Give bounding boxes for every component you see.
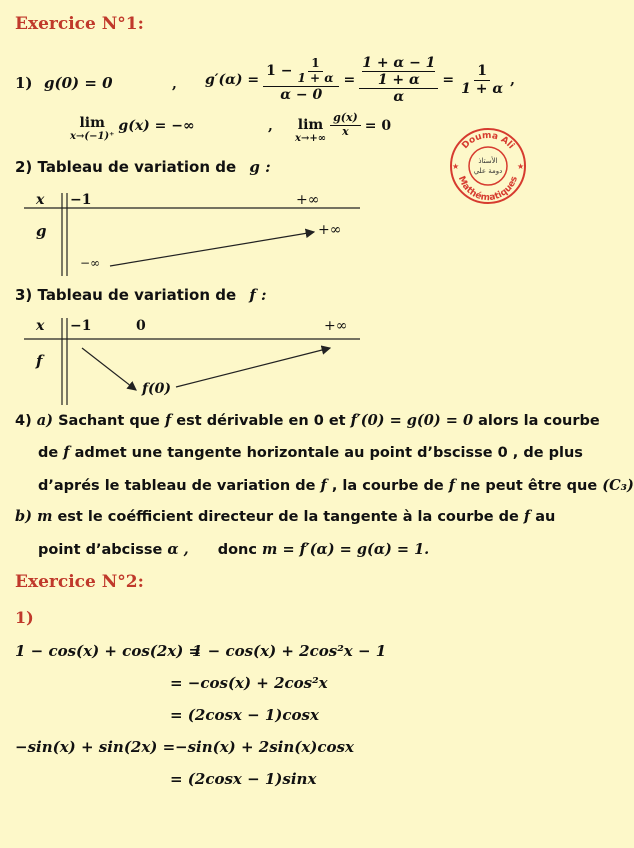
stamp-bottom-text: Mathématiques — [455, 174, 521, 204]
equals-1: = — [343, 72, 356, 88]
table-f-row-label: f — [36, 352, 43, 370]
exercise-1-title: Exercice N°1: — [15, 14, 144, 34]
ex2-line5-rhs: = (2cosx − 1)sinx — [170, 770, 317, 788]
inner-fraction-den: 1 + α — [297, 70, 334, 85]
limit-2-denominator: x — [342, 124, 349, 138]
table-f-value-min: f(0) — [142, 381, 172, 397]
fraction-3-denominator: 1 + α — [461, 80, 504, 97]
table-f-x-start: −1 — [70, 318, 92, 334]
table-f-decrease-arrow — [82, 348, 136, 390]
q1-number: 1) — [15, 74, 33, 92]
q4b-line1-post: au — [535, 509, 556, 525]
limit-2-subscript: x→+∞ — [295, 133, 327, 145]
ex2-line3-rhs: = (2cosx − 1)cosx — [170, 706, 319, 724]
fraction-2-top: 1 + α − 1 — [362, 54, 436, 71]
q3-function: f : — [249, 286, 267, 304]
limit-2-word: lim — [297, 117, 324, 133]
ex2-line2-rhs: = −cos(x) + 2cos²x — [170, 674, 328, 692]
q3-title-text: 3) Tableau de variation de — [15, 286, 237, 304]
q4a-label: a) — [36, 412, 54, 429]
limit-1-expression: g(x) = −∞ — [118, 118, 195, 134]
equals-2: = — [442, 72, 455, 88]
q4a-line3-f: f — [320, 477, 327, 494]
g-prime-label: g′(α) = — [205, 72, 260, 88]
fraction-1-denominator: α − 0 — [280, 86, 323, 103]
table-g-increase-arrow — [110, 232, 314, 266]
table-f-increase-arrow — [176, 348, 330, 387]
stamp-center-text-2: دومة علي — [473, 167, 503, 175]
separator-comma-3: , — [268, 118, 273, 134]
fraction-2-inner-den: 1 + α — [377, 71, 420, 88]
ex2-q1-label: 1) — [15, 608, 34, 627]
q4a-line-1: 4) a) Sachant que f est dérivable en 0 et f′(0) = g(0) = 0 alors la courbe — [15, 412, 600, 429]
q4b-line1-mid: est le coéfficient directeur de la tangente à la courbe de — [57, 509, 519, 525]
q4a-line1-pre: Sachant que — [58, 413, 160, 429]
table-f-x-label: x — [36, 318, 45, 334]
q3-title — [15, 286, 267, 304]
q4a-line-2 — [38, 444, 583, 461]
q4a-line1-f: f — [164, 412, 172, 429]
q4a-line3-mid: , la courbe de — [331, 478, 444, 494]
fraction-3-numerator: 1 — [474, 63, 490, 80]
fraction-1-one-minus: 1 − — [266, 63, 293, 80]
q4a-line1-math: f′(0) = g(0) = 0 — [350, 412, 474, 429]
table-g-value-top: +∞ — [318, 222, 342, 238]
limit-2-numerator: g(x) — [330, 112, 361, 126]
q4a-line-3 — [38, 477, 634, 494]
table-g-value-bottom: −∞ — [80, 256, 101, 270]
q2-function: g : — [249, 158, 271, 176]
table-f-x-end: +∞ — [324, 318, 348, 334]
q4a-line3-f2: f — [448, 477, 456, 494]
table-g-x-end: +∞ — [296, 192, 320, 208]
table-g-x-start: −1 — [70, 192, 92, 208]
stamp-center-text: الأستاذ — [478, 157, 498, 165]
separator-comma: , — [172, 76, 177, 92]
ex2-line1-rhs: 1 − cos(x) + 2cos²x − 1 — [192, 642, 387, 660]
fraction-2-denominator: α — [393, 89, 405, 106]
limit-2-rhs: = 0 — [364, 118, 392, 134]
limit-1-subscript: x→(−1)⁺ — [70, 131, 115, 143]
q4b-line2-math: m = f′(α) = g(α) = 1. — [262, 541, 430, 558]
q4b-line1-f: f — [523, 508, 531, 525]
separator-comma-2: , — [510, 72, 516, 88]
stamp-top-text: Douma Ali — [460, 130, 516, 152]
inner-fraction-num: 1 — [308, 57, 322, 72]
ex2-line4-rhs: −sin(x) + 2sin(x)cosx — [175, 738, 354, 756]
q4b-m: m — [37, 508, 53, 525]
ex2-line4-lhs: −sin(x) + sin(2x) = — [15, 738, 176, 756]
q4a-line1-post: alors la courbe — [478, 413, 600, 429]
exercise-2-title: Exercice N°2: — [15, 572, 144, 592]
q4a-line3-post: ne peut être que — [460, 478, 598, 494]
q4b-line-1 — [15, 508, 555, 525]
q4b-line2-mid: donc — [217, 542, 257, 558]
q2-title-text: 2) Tableau de variation de — [15, 158, 237, 176]
q4a-line2-f: f — [63, 444, 70, 461]
q4b-line-2 — [38, 541, 429, 558]
q4b-label: b) — [15, 508, 32, 525]
table-g-row-label: g — [36, 222, 47, 240]
q4a-line2-post: admet une tangente horizontale au point d’bscisse 0 , de plus — [74, 445, 583, 461]
q4a-line3-pre: d’aprés le tableau de variation de — [38, 478, 316, 494]
table-f-x-mid: 0 — [136, 318, 146, 334]
g-of-zero: g(0) = 0 — [44, 74, 113, 92]
q4a-line1-mid: est dérivable en 0 et — [176, 413, 346, 429]
q4a-line2-pre: de — [38, 445, 59, 461]
q4a-line3-curve: (C₃) — [602, 477, 634, 494]
q4b-line2-pre: point d’abcisse — [38, 542, 163, 558]
limit-1-word: lim — [79, 115, 105, 131]
stamp-star-right: ★ — [517, 162, 525, 171]
q4b-line2-alpha: α , — [167, 541, 189, 558]
stamp-star-left: ★ — [452, 162, 460, 171]
table-g-x-label: x — [36, 192, 45, 208]
ex2-line1-lhs: 1 − cos(x) + cos(2x) = — [15, 642, 202, 660]
